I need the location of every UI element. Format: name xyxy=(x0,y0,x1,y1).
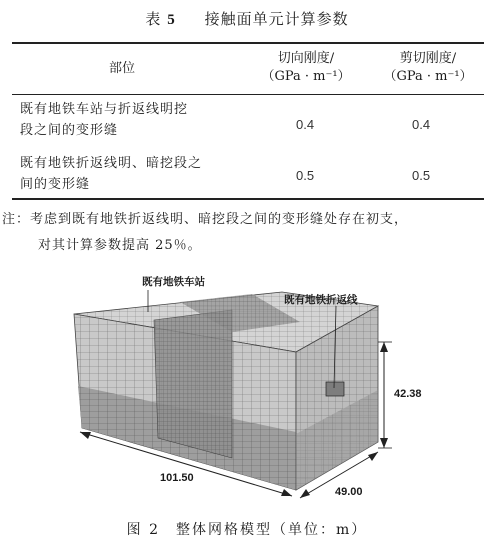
table-title xyxy=(0,8,494,29)
table-title-prefix: 表 xyxy=(145,10,162,28)
row-part-line2: 段之间的变形缝 xyxy=(20,123,119,138)
dimension-height: 42.38 xyxy=(394,388,422,400)
table-title-text: 接触面单元计算参数 xyxy=(204,10,349,28)
header-shear-name: 剪切刚度/ xyxy=(399,51,457,66)
row-tangential-value: 0.4 xyxy=(296,117,315,132)
turnback-tunnel-block xyxy=(326,382,344,396)
figure-caption: 图 2 整体网格模型（单位：m） xyxy=(126,522,368,538)
row-part-line1: 既有地铁折返线明、暗挖段之 xyxy=(20,156,203,171)
header-shear-unit: （GPa · m⁻¹） xyxy=(383,69,473,84)
height-arrow-bottom xyxy=(380,438,388,448)
width-arrow-right xyxy=(368,452,378,461)
row-shear-value: 0.5 xyxy=(412,168,431,183)
width-arrow-left xyxy=(300,489,310,498)
label-existing-station: 既有地铁车站 xyxy=(142,276,205,288)
header-part: 部位 xyxy=(108,61,135,76)
length-arrow-left xyxy=(80,432,91,439)
height-arrow-top xyxy=(380,342,388,352)
header-tangential-name: 切向刚度/ xyxy=(277,51,335,66)
table-note-line2: 对其计算参数提高 25％。 xyxy=(38,238,202,253)
table-bottom-rule xyxy=(12,198,484,200)
station-dense-mesh xyxy=(154,310,232,458)
table-row xyxy=(20,153,250,195)
row-part-line1: 既有地铁车站与折返线明挖 xyxy=(20,102,189,117)
dimension-width: 49.00 xyxy=(335,486,363,498)
table-top-rule xyxy=(12,42,484,44)
length-arrow-right xyxy=(281,489,292,496)
row-shear-value: 0.4 xyxy=(412,117,431,132)
header-tangential xyxy=(248,50,364,86)
row-part-line2: 间的变形缝 xyxy=(20,177,91,192)
label-existing-turnback-line: 既有地铁折返线 xyxy=(284,294,358,306)
header-tangential-unit: （GPa · m⁻¹） xyxy=(261,69,351,84)
mesh-model-figure xyxy=(0,262,494,512)
row-tangential-value: 0.5 xyxy=(296,168,315,183)
table-title-number: 5 xyxy=(167,12,176,28)
table-row xyxy=(20,99,250,141)
table-note-line1: 注：考虑到既有地铁折返线明、暗挖段之间的变形缝处存在初支， xyxy=(2,212,409,227)
dimension-length: 101.50 xyxy=(160,472,194,484)
table-header-rule xyxy=(12,94,484,95)
header-shear xyxy=(370,50,486,86)
